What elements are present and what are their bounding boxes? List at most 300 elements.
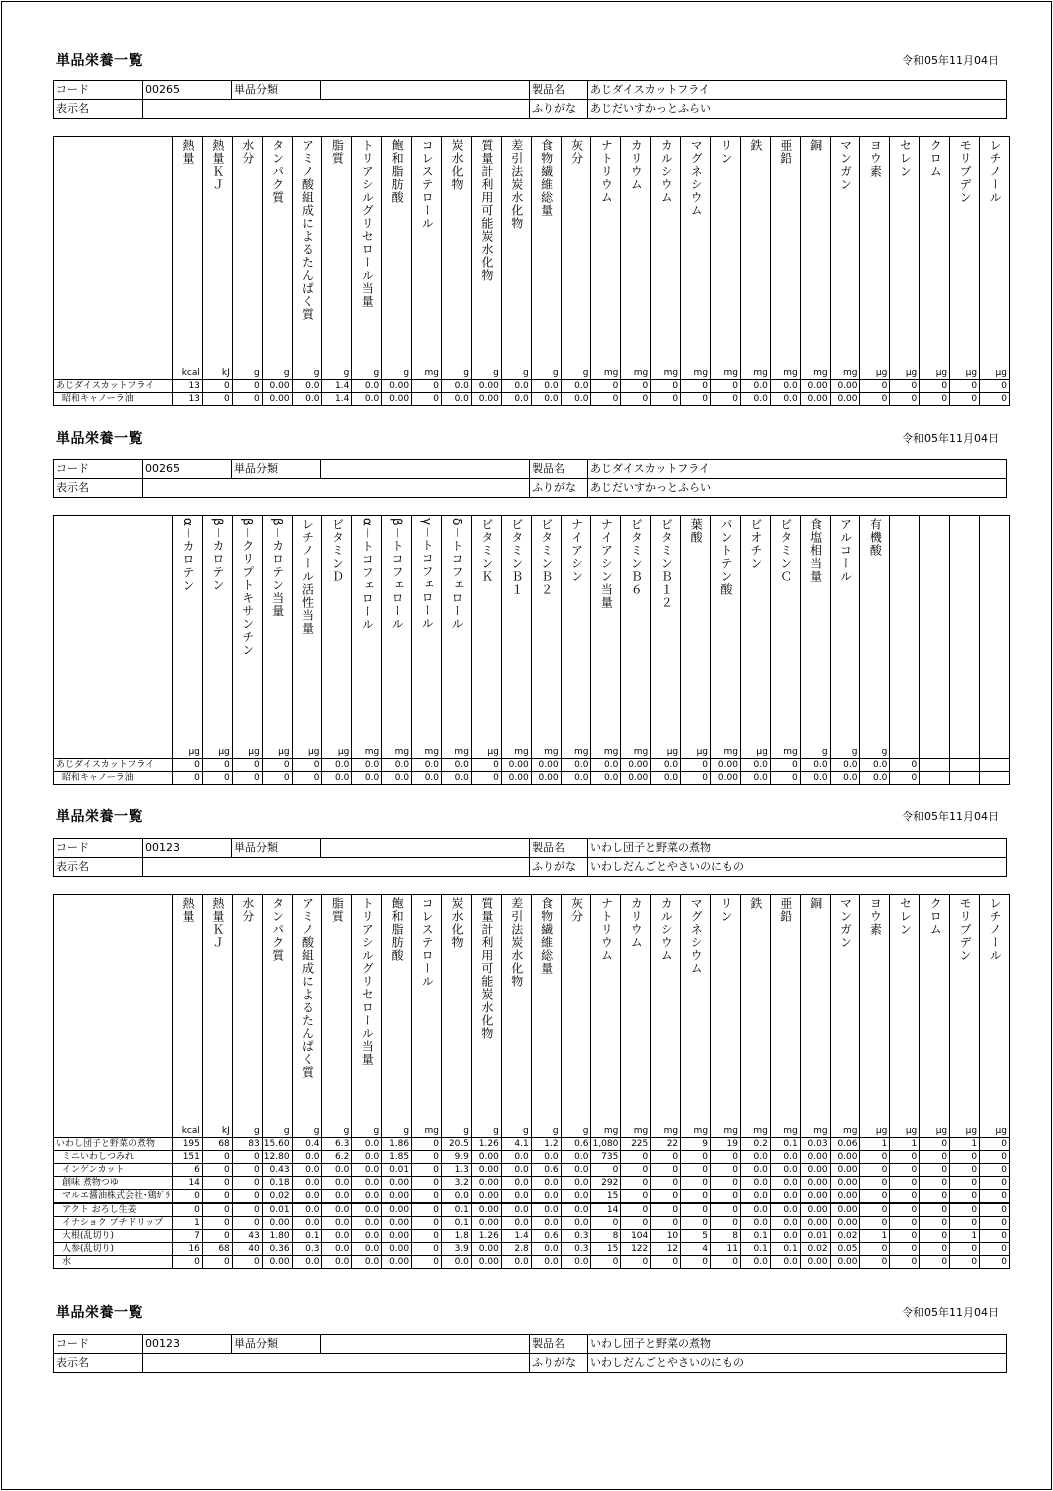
nutrient-name: 脂質 xyxy=(330,897,345,923)
nutrient-header xyxy=(950,137,980,380)
nutrient-header xyxy=(740,516,770,759)
nutrient-value: 0 xyxy=(202,1164,232,1177)
nutrient-value: 0 xyxy=(412,1138,442,1151)
nutrient-value: 0.0 xyxy=(531,1217,561,1230)
nutrient-value: 0 xyxy=(711,1177,741,1190)
nutrient-value: 9 xyxy=(681,1138,711,1151)
nutrient-unit: mg xyxy=(723,747,738,757)
nutrient-value: 1,080 xyxy=(591,1138,621,1151)
nutrient-value: 1 xyxy=(890,1138,920,1151)
nutrient-value: 0.0 xyxy=(770,1217,800,1230)
nutrient-value: 0.0 xyxy=(322,1256,352,1269)
nutrient-name: 灰分 xyxy=(569,897,584,923)
nutrient-header xyxy=(202,895,232,1138)
nutrient-value: 0 xyxy=(202,1151,232,1164)
display-name-label: 表示名 xyxy=(54,858,143,877)
furigana-label: ふりがな xyxy=(530,100,588,119)
nutrient-unit: μg xyxy=(248,747,260,757)
nutrient-value: 0.00 xyxy=(382,1190,412,1204)
nutrient-unit: g xyxy=(253,1126,260,1136)
nutrient-header xyxy=(173,895,203,1138)
nutrient-value: 0.0 xyxy=(352,1217,382,1230)
nutrient-value: 0 xyxy=(681,1151,711,1164)
nutrient-header xyxy=(531,516,561,759)
nutrient-value: 0 xyxy=(950,1203,980,1217)
product-name-value: いわし団子と野菜の煮物 xyxy=(588,1335,1007,1354)
nutrient-value xyxy=(920,759,950,772)
nutrient-value: 0.00 xyxy=(711,772,741,785)
nutrient-value: 0.00 xyxy=(262,380,292,393)
nutrient-value: 15 xyxy=(591,1190,621,1204)
nutrient-value: 0.0 xyxy=(531,1177,561,1190)
nutrition-table xyxy=(53,515,1010,785)
nutrient-header xyxy=(651,137,681,380)
nutrient-value: 0.0 xyxy=(770,1256,800,1269)
nutrient-header xyxy=(531,895,561,1138)
nutrient-header xyxy=(621,516,651,759)
nutrient-value: 0 xyxy=(950,1151,980,1164)
nutrient-value: 0.00 xyxy=(830,1177,860,1190)
nutrient-header-row xyxy=(54,137,1010,380)
display-name-value xyxy=(143,479,530,498)
nutrient-value: 104 xyxy=(621,1230,651,1243)
nutrient-name: パントテン酸 xyxy=(718,518,733,596)
nutrient-value: 0 xyxy=(890,759,920,772)
nutrient-value: 6.3 xyxy=(322,1138,352,1151)
nutrient-value: 0 xyxy=(920,380,950,393)
nutrient-name: 熱量ＫＪ xyxy=(210,897,225,949)
nutrient-value: 0.00 xyxy=(471,380,501,393)
furigana-value: いわしだんごとやさいのにもの xyxy=(588,1354,1007,1373)
product-info-table xyxy=(53,1334,1007,1373)
nutrient-value: 0.01 xyxy=(382,1164,412,1177)
nutrient-header xyxy=(681,137,711,380)
nutrient-header-row xyxy=(54,516,1010,759)
nutrient-header xyxy=(920,895,950,1138)
display-name-value xyxy=(143,1354,530,1373)
nutrient-value: 0 xyxy=(232,380,262,393)
food-row xyxy=(54,1203,1010,1217)
nutrient-value: 0 xyxy=(950,1217,980,1230)
nutrient-value: 0.00 xyxy=(471,1190,501,1204)
product-name-label: 製品名 xyxy=(530,839,588,858)
product-info-table xyxy=(53,80,1007,119)
nutrient-value: 0 xyxy=(651,1217,681,1230)
nutrient-unit: g xyxy=(313,368,320,378)
nutrient-value: 0.0 xyxy=(292,393,322,406)
nutrient-name: モリブデン xyxy=(958,897,973,962)
nutrient-value: 12 xyxy=(651,1243,681,1256)
nutrient-value: 0.0 xyxy=(352,1151,382,1164)
food-row xyxy=(54,759,1010,772)
nutrient-value: 0.0 xyxy=(770,380,800,393)
nutrient-value: 0 xyxy=(890,1151,920,1164)
nutrient-value: 0 xyxy=(681,393,711,406)
nutrient-name: 食塩相当量 xyxy=(808,518,823,583)
nutrient-value: 1.86 xyxy=(382,1138,412,1151)
nutrient-value: 292 xyxy=(591,1177,621,1190)
nutrient-value: 0.6 xyxy=(561,1138,591,1151)
nutrient-name: α－カロテン xyxy=(180,518,195,592)
nutrient-unit: μg xyxy=(278,747,290,757)
nutrient-value: 0 xyxy=(202,1217,232,1230)
nutrient-name: 熱量 xyxy=(180,897,195,923)
product-name-label: 製品名 xyxy=(530,81,588,100)
nutrient-value: 0.0 xyxy=(561,1256,591,1269)
nutrient-name: ビタミンＫ xyxy=(479,518,494,583)
nutrient-name: カリウム xyxy=(629,139,644,191)
nutrient-value: 0.00 xyxy=(471,1256,501,1269)
nutrient-value: 0.0 xyxy=(322,759,352,772)
nutrient-value: 0 xyxy=(860,1203,890,1217)
nutrient-value: 0.00 xyxy=(382,393,412,406)
nutrient-unit: g xyxy=(522,368,529,378)
nutrient-value: 0.0 xyxy=(770,1190,800,1204)
code-label: コード xyxy=(54,839,143,858)
food-name: 昭和キャノーラ油 xyxy=(54,772,173,785)
food-row xyxy=(54,1164,1010,1177)
nutrient-value: 0.00 xyxy=(382,1243,412,1256)
nutrient-value: 0.00 xyxy=(800,1203,830,1217)
nutrient-value: 1.85 xyxy=(382,1151,412,1164)
nutrient-header xyxy=(740,895,770,1138)
nutrient-value: 0 xyxy=(920,1203,950,1217)
nutrient-unit: μg xyxy=(666,747,679,757)
nutrient-value: 0 xyxy=(471,759,501,772)
nutrient-value: 0 xyxy=(621,393,651,406)
nutrient-name: ビタミンＢ１２ xyxy=(659,518,674,609)
nutrient-value: 0.00 xyxy=(262,1217,292,1230)
nutrient-value: 0.0 xyxy=(591,759,621,772)
nutrient-value: 0.0 xyxy=(412,759,442,772)
food-name: インゲンカット xyxy=(54,1164,173,1177)
nutrient-value: 0.00 xyxy=(830,1203,860,1217)
nutrient-value: 0 xyxy=(173,1256,203,1269)
nutrient-name: カルシウム xyxy=(659,139,674,204)
nutrient-unit: mg xyxy=(633,747,649,757)
nutrient-value: 0.02 xyxy=(800,1243,830,1256)
nutrient-value: 0.00 xyxy=(262,393,292,406)
nutrient-value: 0.0 xyxy=(561,380,591,393)
nutrient-header xyxy=(711,516,741,759)
nutrient-value: 0.43 xyxy=(262,1164,292,1177)
nutrient-value: 0.0 xyxy=(442,393,472,406)
header-corner xyxy=(54,516,173,759)
nutrient-value: 0 xyxy=(980,1256,1010,1269)
code-value: 00123 xyxy=(143,839,232,858)
nutrient-value: 0 xyxy=(651,393,681,406)
nutrient-value: 0 xyxy=(770,759,800,772)
nutrient-value: 0.0 xyxy=(501,1151,531,1164)
nutrient-header xyxy=(262,516,292,759)
nutrient-value: 0 xyxy=(232,772,262,785)
nutrient-unit: μg xyxy=(875,368,888,378)
nutrient-value: 1 xyxy=(860,1230,890,1243)
nutrient-value xyxy=(950,772,980,785)
nutrient-value: 0.00 xyxy=(382,380,412,393)
nutrient-value: 0 xyxy=(711,1164,741,1177)
nutrient-value: 0.1 xyxy=(292,1230,322,1243)
nutrient-name: ビタミンＤ xyxy=(330,518,345,583)
nutrient-header xyxy=(471,516,501,759)
nutrient-unit: mg xyxy=(424,1126,440,1136)
food-name: アクト おろし生姜 xyxy=(54,1203,173,1217)
nutrient-header xyxy=(830,516,860,759)
nutrient-value: 0 xyxy=(920,1190,950,1204)
nutrient-value: 0.06 xyxy=(830,1138,860,1151)
nutrient-unit: μg xyxy=(188,747,200,757)
nutrient-value: 0.0 xyxy=(322,1177,352,1190)
nutrient-value: 22 xyxy=(651,1138,681,1151)
nutrient-value: 0.0 xyxy=(442,1190,472,1204)
nutrient-value: 0.0 xyxy=(770,1151,800,1164)
nutrient-value: 15.60 xyxy=(262,1138,292,1151)
nutrient-value: 0.0 xyxy=(561,759,591,772)
food-name: ミニいわしつみれ xyxy=(54,1151,173,1164)
nutrient-value: 0.3 xyxy=(561,1243,591,1256)
nutrient-name: 亜鉛 xyxy=(778,139,793,165)
nutrient-unit: mg xyxy=(603,1126,619,1136)
nutrient-value: 0.0 xyxy=(531,380,561,393)
nutrient-value: 0 xyxy=(621,1151,651,1164)
display-name-label: 表示名 xyxy=(54,1354,143,1373)
nutrient-value: 0 xyxy=(980,1138,1010,1151)
nutrient-header xyxy=(890,895,920,1138)
nutrient-value: 0 xyxy=(890,393,920,406)
nutrient-value: 0 xyxy=(232,1256,262,1269)
category-label: 単品分類 xyxy=(234,462,278,475)
nutrient-value: 0.1 xyxy=(740,1243,770,1256)
nutrient-unit: mg xyxy=(813,1126,828,1136)
nutrient-value: 0 xyxy=(651,1177,681,1190)
nutrient-value: 0 xyxy=(202,393,232,406)
nutrient-value: 0.00 xyxy=(471,1164,501,1177)
nutrient-name: 炭水化物 xyxy=(449,897,464,949)
food-row xyxy=(54,772,1010,785)
nutrient-value: 0.00 xyxy=(501,772,531,785)
nutrient-value: 0 xyxy=(681,1217,711,1230)
nutrient-value: 0.00 xyxy=(501,759,531,772)
food-row xyxy=(54,1151,1010,1164)
code-label: コード xyxy=(54,460,143,479)
food-name: 水 xyxy=(54,1256,173,1269)
nutrient-unit: g xyxy=(343,368,350,378)
nutrient-unit: g xyxy=(373,368,380,378)
category-label: 単品分類 xyxy=(234,83,278,96)
nutrient-unit: mg xyxy=(573,747,589,757)
nutrient-value: 0 xyxy=(591,393,621,406)
nutrient-value: 0.0 xyxy=(292,1203,322,1217)
nutrient-value: 0 xyxy=(591,1164,621,1177)
nutrient-value: 0 xyxy=(860,1190,890,1204)
nutrient-value: 0.00 xyxy=(471,1177,501,1190)
nutrient-value: 0.00 xyxy=(830,393,860,406)
nutrient-value: 0.0 xyxy=(740,1256,770,1269)
nutrient-header xyxy=(531,137,561,380)
nutrient-unit: mg xyxy=(454,747,469,757)
nutrient-value: 0 xyxy=(890,1256,920,1269)
nutrient-header xyxy=(651,516,681,759)
nutrient-header xyxy=(950,895,980,1138)
nutrient-name: 水分 xyxy=(240,897,255,923)
nutrient-value: 0.4 xyxy=(292,1138,322,1151)
nutrient-value: 0.0 xyxy=(352,1243,382,1256)
food-name: イナショク プチドリップ xyxy=(54,1217,173,1230)
nutrient-value xyxy=(920,772,950,785)
nutrient-value: 14 xyxy=(173,1177,203,1190)
nutrient-name: 銅 xyxy=(808,897,823,910)
nutrient-value: 43 xyxy=(232,1230,262,1243)
nutrient-unit: g xyxy=(463,1126,469,1136)
nutrient-value: 0 xyxy=(232,1177,262,1190)
nutrient-unit: mg xyxy=(783,747,798,757)
nutrient-value: 8 xyxy=(591,1230,621,1243)
nutrient-value: 5 xyxy=(681,1230,711,1243)
nutrient-value: 0.0 xyxy=(292,1190,322,1204)
nutrient-name: 質量計利用可能炭水化物 xyxy=(479,139,494,282)
nutrient-name: 飽和脂肪酸 xyxy=(390,139,405,204)
nutrient-value: 0.0 xyxy=(352,1177,382,1190)
display-name-value xyxy=(143,858,530,877)
nutrient-value: 6.2 xyxy=(322,1151,352,1164)
nutrient-value: 0.0 xyxy=(830,759,860,772)
food-row xyxy=(54,380,1010,393)
nutrient-value: 0.1 xyxy=(442,1203,472,1217)
nutrient-unit: mg xyxy=(723,368,738,378)
nutrient-unit: mg xyxy=(753,368,768,378)
nutrient-unit: g xyxy=(552,1126,559,1136)
nutrient-unit: μg xyxy=(308,747,320,757)
nutrient-value: 0 xyxy=(412,1230,442,1243)
nutrient-value: 0 xyxy=(920,1217,950,1230)
furigana-value: あじだいすかっとふらい xyxy=(588,479,1007,498)
nutrient-value: 1.26 xyxy=(471,1230,501,1243)
nutrient-value: 0.00 xyxy=(830,380,860,393)
nutrient-value: 0 xyxy=(232,1151,262,1164)
nutrient-value: 0 xyxy=(950,393,980,406)
nutrient-value: 0.00 xyxy=(531,759,561,772)
product-info-table xyxy=(53,838,1007,877)
nutrient-value: 0 xyxy=(890,1177,920,1190)
nutrient-value: 0 xyxy=(920,1138,950,1151)
nutrient-value: 0 xyxy=(890,380,920,393)
nutrient-unit: mg xyxy=(693,368,709,378)
nutrient-value: 0 xyxy=(711,1190,741,1204)
nutrient-value: 0 xyxy=(860,380,890,393)
nutrient-value: 0.1 xyxy=(740,1230,770,1243)
nutrient-value: 0.36 xyxy=(262,1243,292,1256)
nutrient-value: 0 xyxy=(412,1203,442,1217)
food-name: 昭和キャノーラ油 xyxy=(54,393,173,406)
food-row xyxy=(54,1190,1010,1204)
nutrient-value: 0.0 xyxy=(501,380,531,393)
nutrient-value: 0.0 xyxy=(292,1256,322,1269)
furigana-label: ふりがな xyxy=(530,479,588,498)
report-date: 令和05年11月04日 xyxy=(902,432,999,445)
nutrient-name: δ－トコフェロール xyxy=(449,518,464,631)
nutrient-value: 0 xyxy=(980,380,1010,393)
nutrient-value: 8 xyxy=(711,1230,741,1243)
nutrient-value: 0.0 xyxy=(352,1190,382,1204)
nutrient-value: 0 xyxy=(950,1256,980,1269)
nutrient-unit: mg xyxy=(723,1126,738,1136)
nutrient-name: 鉄 xyxy=(748,897,763,910)
nutrient-value: 0.0 xyxy=(740,1164,770,1177)
nutrient-header xyxy=(352,516,382,759)
nutrient-unit: mg xyxy=(843,368,858,378)
nutrient-unit: mg xyxy=(633,1126,649,1136)
nutrient-unit: mg xyxy=(843,1126,858,1136)
nutrient-value: 0.00 xyxy=(800,1164,830,1177)
nutrient-value: 0.3 xyxy=(561,1230,591,1243)
nutrient-header xyxy=(770,895,800,1138)
nutrient-value: 1 xyxy=(950,1230,980,1243)
nutrient-value: 0.0 xyxy=(800,759,830,772)
nutrient-name: 熱量ＫＪ xyxy=(210,139,225,191)
nutrient-name: リン xyxy=(718,897,733,923)
nutrient-value: 0 xyxy=(412,1177,442,1190)
nutrient-header xyxy=(681,895,711,1138)
nutrient-value: 0.00 xyxy=(800,380,830,393)
nutrient-value: 0 xyxy=(890,772,920,785)
nutrient-name: コレステロール xyxy=(420,897,435,988)
nutrient-header xyxy=(860,895,890,1138)
nutrient-name: 食物繊維総量 xyxy=(539,897,554,975)
nutrient-header xyxy=(352,137,382,380)
nutrient-value: 0 xyxy=(412,1256,442,1269)
nutrient-name: トリアシルグリセロール当量 xyxy=(360,897,375,1066)
nutrient-value: 0 xyxy=(202,1203,232,1217)
nutrient-value: 1 xyxy=(173,1217,203,1230)
nutrient-value: 0.0 xyxy=(382,759,412,772)
nutrient-value: 0 xyxy=(681,772,711,785)
nutrient-value: 0 xyxy=(412,1164,442,1177)
report-date: 令和05年11月04日 xyxy=(902,54,999,67)
nutrient-value: 0.0 xyxy=(531,1190,561,1204)
nutrient-value: 0.0 xyxy=(531,1256,561,1269)
nutrient-value: 0 xyxy=(681,1177,711,1190)
food-name: 創味 煮物つゆ xyxy=(54,1177,173,1190)
nutrient-value: 0 xyxy=(980,1164,1010,1177)
nutrient-name: 差引法炭水化物 xyxy=(509,897,524,988)
nutrient-header xyxy=(800,516,830,759)
nutrient-value: 0.2 xyxy=(740,1138,770,1151)
nutrient-name: 食物繊維総量 xyxy=(539,139,554,217)
nutrient-value: 0.01 xyxy=(262,1203,292,1217)
nutrient-value: 0.00 xyxy=(830,1190,860,1204)
nutrient-name: 水分 xyxy=(240,139,255,165)
nutrient-value: 0.00 xyxy=(830,1256,860,1269)
nutrient-unit: μg xyxy=(905,1126,918,1136)
nutrient-value: 0.00 xyxy=(800,1217,830,1230)
nutrient-unit: g xyxy=(881,747,888,757)
nutrient-name: γ－トコフェロール xyxy=(420,518,435,631)
nutrient-value: 0.0 xyxy=(501,393,531,406)
info-row-code xyxy=(54,1335,1007,1354)
nutrient-name: セレン xyxy=(898,897,913,936)
nutrient-value: 0 xyxy=(681,1256,711,1269)
nutrient-unit: g xyxy=(403,368,410,378)
display-name-label: 表示名 xyxy=(54,479,143,498)
code-label: コード xyxy=(54,1335,143,1354)
nutrient-unit: mg xyxy=(693,1126,709,1136)
nutrient-value: 0.00 xyxy=(382,1230,412,1243)
nutrient-value: 0 xyxy=(950,1243,980,1256)
category-value xyxy=(321,839,530,858)
nutrient-value: 0.00 xyxy=(830,1151,860,1164)
nutrient-header xyxy=(412,516,442,759)
nutrient-value: 0.0 xyxy=(322,1243,352,1256)
